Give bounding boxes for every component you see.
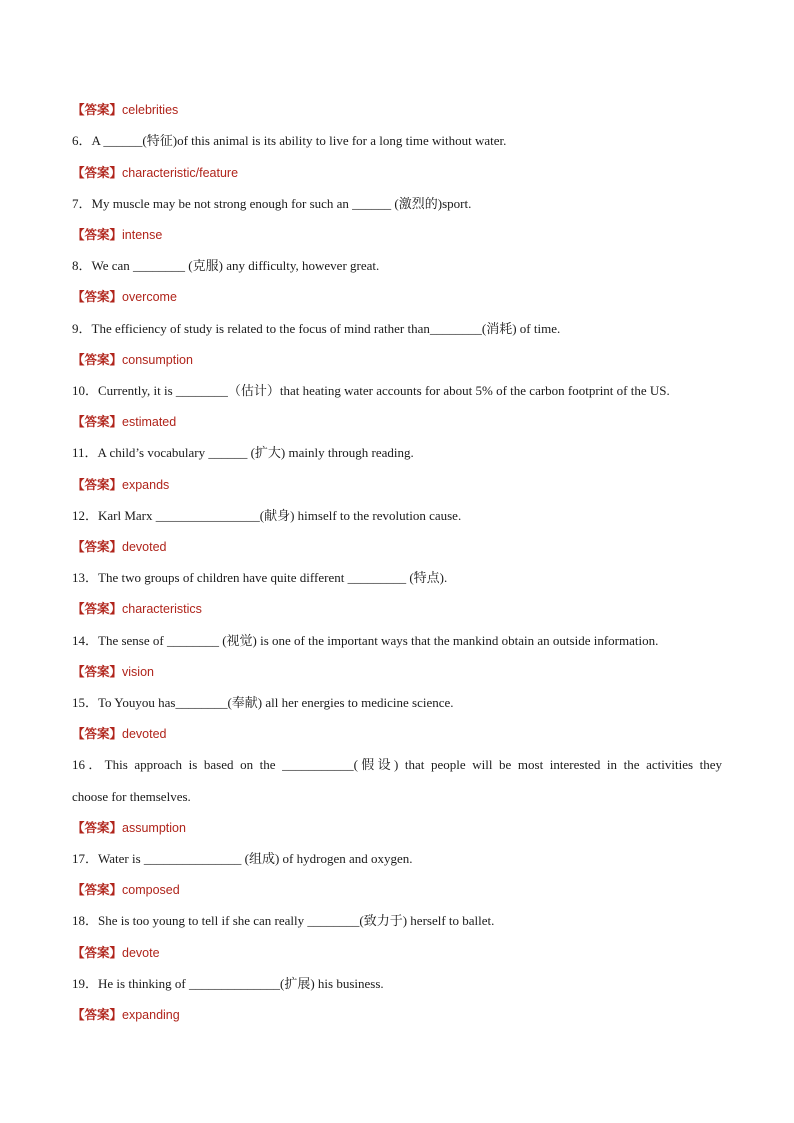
answer-tag: 【答案】 [72,227,123,242]
answer-line [72,726,722,742]
answer-line [72,165,722,181]
answer-text: characteristic/feature [122,166,239,180]
answer-line [72,539,722,555]
answer-tag: 【答案】 [72,289,123,304]
answer-tag: 【答案】 [72,882,123,897]
answer-tag: 【答案】 [72,539,123,554]
answer-line [72,227,722,243]
answer-tag: 【答案】 [72,1007,123,1022]
answer-line [72,352,722,368]
answer-tag: 【答案】 [72,165,123,180]
answer-text: assumption [122,821,186,835]
answer-line [72,820,722,836]
answer-text: devoted [122,727,167,741]
question-line: 12．Karl Marx ________________(献身) himself to the revolution cause. [72,508,462,523]
answer-text: composed [122,883,180,897]
answer-text: consumption [122,353,193,367]
question-line: 17．Water is _______________ (组成) of hydrogen and oxygen. [72,851,413,866]
answer-text: devote [122,946,160,960]
question-line: 19．He is thinking of ______________(扩展) his business. [72,976,384,991]
question-line: 14．The sense of ________ (视觉) is one of the important ways that the mankind obtain an outside information. [72,633,659,648]
answer-line [72,1007,722,1023]
answer-line [72,102,722,118]
answer-text: estimated [122,415,177,429]
question-line: 8．We can ________ (克服) any difficulty, however great. [72,258,380,273]
answer-text: vision [122,665,154,679]
question-line: 6．A ______(特征)of this animal is its ability to live for a long time without water. [72,133,507,148]
answer-tag: 【答案】 [72,102,123,117]
answer-tag: 【答案】 [72,726,123,741]
answer-tag: 【答案】 [72,820,123,835]
answer-tag: 【答案】 [72,477,123,492]
answer-tag: 【答案】 [72,664,123,679]
answer-text: intense [122,228,163,242]
answer-text: celebrities [122,103,179,117]
question-line-continuation: choose for themselves. [72,789,191,804]
answer-tag: 【答案】 [72,414,123,429]
answer-line [72,664,722,680]
question-line: 13．The two groups of children have quite different _________ (特点). [72,570,448,585]
answer-line [72,289,722,305]
question-line: 16．This approach is based on the ___________(假设) that people will be most interested in the activities they [72,757,722,772]
answer-line [72,882,722,898]
answer-tag: 【答案】 [72,945,123,960]
answer-text: devoted [122,540,167,554]
question-line: 9．The efficiency of study is related to the focus of mind rather than________(消耗) of time. [72,321,561,336]
question-line: 7．My muscle may be not strong enough for such an ______ (激烈的)sport. [72,196,472,211]
answer-tag: 【答案】 [72,601,123,616]
answer-text: overcome [122,290,177,304]
answer-line [72,945,722,961]
question-line: 10．Currently, it is ________（估计）that heating water accounts for about 5% of the carbon footprint of the US. [72,383,670,398]
question-line: 11．A child’s vocabulary ______ (扩大) mainly through reading. [72,445,414,460]
answer-line [72,601,722,617]
answer-line [72,477,722,493]
answer-text: characteristics [122,602,202,616]
answer-text: expanding [122,1008,180,1022]
answer-text: expands [122,478,170,492]
answer-line [72,414,722,430]
question-line: 15．To Youyou has________(奉献) all her energies to medicine science. [72,695,454,710]
question-line: 18．She is too young to tell if she can really ________(致力于) herself to ballet. [72,913,495,928]
answer-tag: 【答案】 [72,352,123,367]
